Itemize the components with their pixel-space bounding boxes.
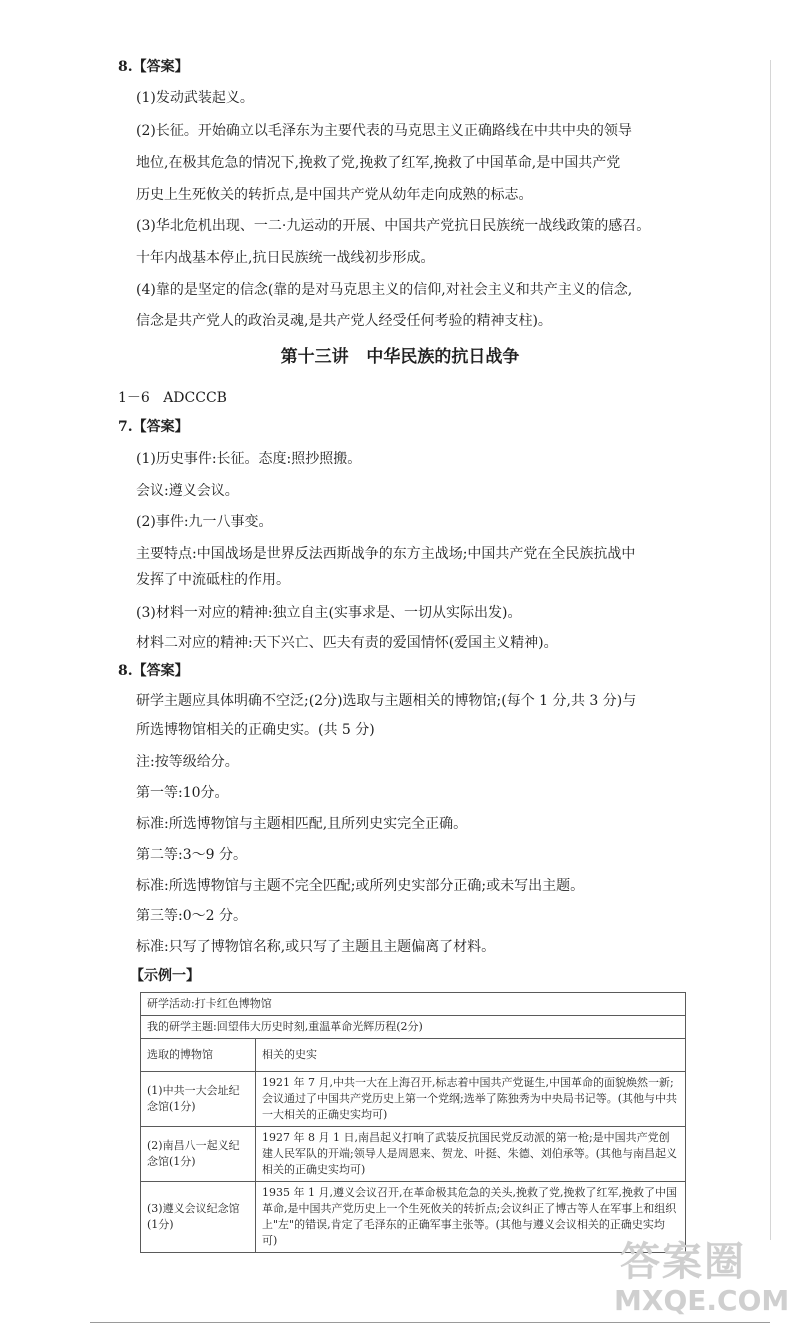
sec8-top-line-4: 历史上生死攸关的转折点,是中国共产党从幼年走向成熟的标志。 <box>136 187 533 203</box>
sec8-line-3: 注:按等级给分。 <box>136 754 239 770</box>
example-label: 【示例一】 <box>130 968 200 984</box>
watermark-en: MXQE.COM <box>614 1284 790 1317</box>
sec7-line-3: (2)事件:九一八事变。 <box>136 514 273 530</box>
table-header-row <box>141 1039 686 1072</box>
table-header-museum: 选取的博物馆 <box>141 1039 256 1072</box>
sec8-line-6: 第二等:3～9 分。 <box>136 847 247 863</box>
sec8-top-line-5: (3)华北危机出现、一二·九运动的开展、中国共产党抗日民族统一战线政策的感召。 <box>136 218 651 234</box>
sec8-line-9: 标准:只写了博物馆名称,或只写了主题且主题偏离了材料。 <box>136 939 496 955</box>
watermark-cn: 答案圈 <box>620 1239 746 1285</box>
sec8-line-7: 标准:所选博物馆与主题不完全匹配;或所列史实部分正确;或未写出主题。 <box>136 878 585 894</box>
table-row <box>141 1127 686 1182</box>
sec7-line-1: (1)历史事件:长征。态度:照抄照搬。 <box>136 451 362 467</box>
bottom-rule <box>90 1322 770 1323</box>
table-row <box>141 1016 686 1039</box>
table-cell-museum: (1)中共一大会址纪念馆(1分) <box>141 1072 256 1127</box>
sec7-line-4: 主要特点:中国战场是世界反法西斯战争的东方主战场;中国共产党在全民族抗战中 <box>136 546 636 562</box>
lecture-title: 第十三讲 中华民族的抗日战争 <box>280 347 520 367</box>
sec8-top-line-1: (1)发动武装起义。 <box>136 90 254 106</box>
sec7-header: 7.【答案】 <box>118 419 189 435</box>
sec7-line-6: (3)材料一对应的精神:独立自主(实事求是、一切从实际出发)。 <box>136 605 522 621</box>
sec8-top-line-6: 十年内战基本停止,抗日民族统一战线初步形成。 <box>136 250 435 266</box>
table-cell-facts: 1927 年 8 月 1 日,南昌起义打响了武装反抗国民党反动派的第一枪;是中国共产党创建人民军队的开端;领导人是周恩来、贺龙、叶挺、朱德、刘伯承等。(其他与南昌起义相关的正确史实均可) <box>256 1127 686 1182</box>
sec7-line-2: 会议:遵义会议。 <box>136 483 239 499</box>
table-row <box>141 1072 686 1127</box>
table-cell-facts: 1921 年 7 月,中共一大在上海召开,标志着中国共产党诞生,中国革命的面貌焕然一新;会议通过了中国共产党历史上第一个党纲;选举了陈独秀为中央局书记等。(其他与中共一大相关的正确史实均可) <box>256 1072 686 1127</box>
sec8-top-line-7: (4)靠的是坚定的信念(靠的是对马克思主义的信仰,对社会主义和共产主义的信念, <box>136 282 633 298</box>
choice-answer-letters: ADCCCB <box>163 390 227 406</box>
table-cell-facts: 1935 年 1 月,遵义会议召开,在革命极其危急的关头,挽救了党,挽救了红军,挽救了中国革命,是中国共产党历史上一个生死攸关的转折点;会议纠正了博古等人在军事上和组织上"左"的错误,肯定了毛泽东的正确军事主张等。(其他与遵义会议相关的正确史实均可) <box>256 1182 686 1253</box>
example-table <box>140 992 686 1253</box>
sec7-line-7: 材料二对应的精神:天下兴亡、匹夫有责的爱国情怀(爱国主义精神)。 <box>136 635 558 651</box>
table-cell-museum: (3)遵义会议纪念馆(1分) <box>141 1182 256 1253</box>
sec8-top-line-3: 地位,在极其危急的情况下,挽救了党,挽救了红军,挽救了中国革命,是中国共产党 <box>136 155 621 171</box>
sec8-line-8: 第三等:0～2 分。 <box>136 908 247 924</box>
watermark-logo <box>610 1230 790 1320</box>
sec8-line-4: 第一等:10分。 <box>136 785 229 801</box>
page-edge-line <box>770 60 771 1240</box>
table-activity-cell: 研学活动:打卡红色博物馆 <box>141 993 686 1016</box>
sec8-line-2: 所选博物馆相关的正确史实。(共 5 分) <box>136 722 375 738</box>
sec7-line-5: 发挥了中流砥柱的作用。 <box>136 572 290 588</box>
sec8-line-1: 研学主题应具体明确不空泛;(2分)选取与主题相关的博物馆;(每个 1 分,共 3 分)与 <box>136 693 637 709</box>
table-row <box>141 993 686 1016</box>
table-row <box>141 1182 686 1253</box>
choice-range: 1－6 <box>118 390 150 406</box>
sec8-line-5: 标准:所选博物馆与主题相匹配,且所列史实完全正确。 <box>136 816 468 832</box>
table-cell-museum: (2)南昌八一起义纪念馆(1分) <box>141 1127 256 1182</box>
sec8-top-line-8: 信念是共产党人的政治灵魂,是共产党人经受任何考验的精神支柱)。 <box>136 313 552 329</box>
sec8-top-line-2: (2)长征。开始确立以毛泽东为主要代表的马克思主义正确路线在中共中央的领导 <box>136 123 632 139</box>
sec8-top-header: 8.【答案】 <box>118 59 189 75</box>
choice-answers <box>118 389 227 407</box>
sec8-header: 8.【答案】 <box>118 663 189 679</box>
table-header-facts: 相关的史实 <box>256 1039 686 1072</box>
table-theme-cell: 我的研学主题:回望伟大历史时刻,重温革命光辉历程(2分) <box>141 1016 686 1039</box>
